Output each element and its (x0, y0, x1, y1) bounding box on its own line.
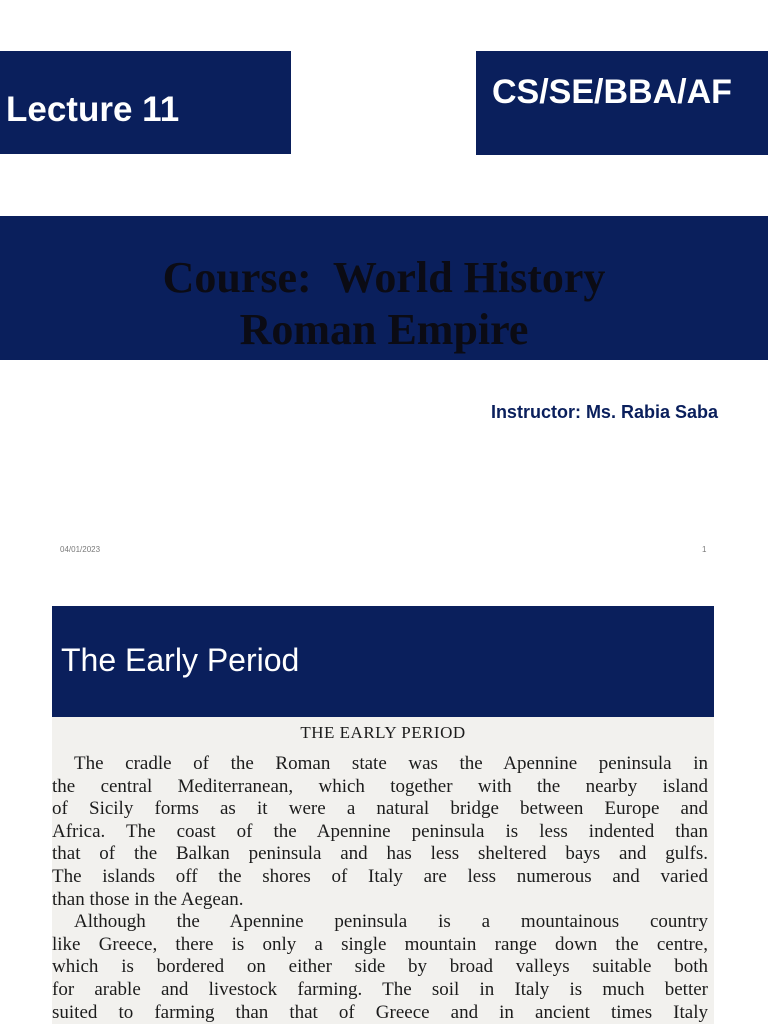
excerpt-line: which is bordered on either side by broad valleys suitable both (52, 956, 708, 978)
program-label-box (476, 51, 768, 155)
excerpt-line: Although the Apennine peninsula is a mountainous country (74, 911, 708, 933)
excerpt-line: for arable and livestock farming. The soil in Italy is much better (52, 978, 708, 1000)
lecture-label: Lecture 11 (6, 89, 180, 129)
excerpt-heading: THE EARLY PERIOD (300, 723, 466, 742)
excerpt-line: that of the Balkan peninsula and has less sheltered bays and gulfs. (52, 843, 708, 865)
slide-number: 1 (702, 545, 707, 554)
slide-date: 04/01/2023 (60, 545, 101, 554)
excerpt-line: Africa. The coast of the Apennine peninsula is less indented than (52, 820, 708, 842)
excerpt-line: of Sicily forms as it were a natural bridge between Europe and (52, 798, 708, 820)
course-title: Course: World History (162, 253, 606, 302)
course-subtitle: Roman Empire (239, 305, 529, 354)
excerpt-line: The islands off the shores of Italy are less numerous and varied (52, 865, 708, 887)
scanned-text-excerpt (52, 717, 714, 1024)
excerpt-line: The cradle of the Roman state was the Apennine peninsula in (74, 753, 708, 774)
excerpt-line: suited to farming than that of Greece and in ancient times Italy (52, 1001, 708, 1023)
lecture-label-box (0, 51, 291, 154)
instructor-name: Instructor: Ms. Rabia Saba (490, 402, 718, 422)
section-title-bar (52, 606, 714, 717)
excerpt-line: like Greece, there is only a single mountain range down the centre, (52, 933, 708, 955)
section-title: The Early Period (61, 642, 300, 678)
excerpt-line: the central Mediterranean, which together with the nearby island (52, 775, 708, 797)
course-title-band (0, 216, 768, 360)
excerpt-line: than those in the Aegean. (52, 888, 244, 910)
program-label: CS/SE/BBA/AF (492, 73, 732, 111)
